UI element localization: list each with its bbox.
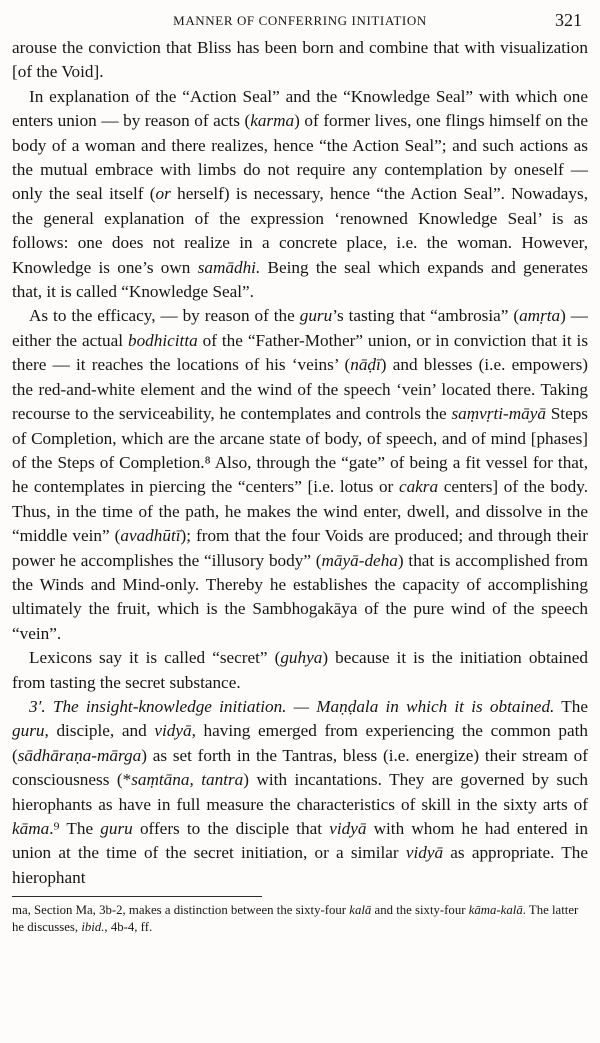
italic-term: vidyā <box>329 819 367 838</box>
text-run: herself) is necessary, hence “the Action Seal”. Nowadays, the general explanation of the expression ‘renowned Knowledge Seal’ is as follows: one does not realize in a concrete place, i.e. the woman. However, Knowledge is one’s own <box>12 184 589 277</box>
paragraph <box>12 304 588 646</box>
italic-term: 3′. The insight-knowledge initiation. — Maṇḍala in which it is obtained. <box>29 696 555 716</box>
italic-term: kāma-kalā <box>468 903 523 918</box>
italic-term: saṃvṛti-māyā <box>451 404 546 424</box>
italic-term: cakra <box>398 477 439 497</box>
text-run: ) of former lives, one flings himself on the body of a woman and there realizes, hence “the Action Seal”; and such actions as the mutual embrace with limbs do not require any contemplation by oneself — only the seal itself ( <box>12 111 588 204</box>
text-run: ) because it is the initiation obtained from tasting the secret substance. <box>12 648 588 692</box>
text-run: ) as set forth in the Tantras, bless (i.e. energize) their stream of consciousness (* <box>12 745 588 790</box>
text-run: . The latter he discusses, <box>12 903 579 935</box>
page-header <box>12 8 588 36</box>
running-head: MANNER OF CONFERRING INITIATION <box>173 13 427 28</box>
text-run: and the sixty-four <box>371 903 469 918</box>
text-run: with whom he had entered in union at the time of the secret initiation, or a similar <box>12 819 588 863</box>
text-run: , having emerged from experiencing the common path ( <box>12 721 588 765</box>
italic-term: māyā-deha <box>321 550 398 570</box>
page-number: 321 <box>555 10 582 30</box>
text-run: arouse the conviction that Bliss has been born and combine that with visualization [of the Void]. <box>12 38 588 82</box>
text-run: centers] of the body. Thus, in the time of the path, he makes the wind enter, dwell, and dissolve in the “middle vein” ( <box>12 477 588 546</box>
text-run: The <box>554 696 588 716</box>
italic-term: samādhi. <box>197 257 261 277</box>
text-run: ) with incantations. They are governed by such hierophants as have in full measure the characteristics of skill in the sixty arts of <box>12 770 588 814</box>
text-run: ); from that the four Voids are produced; and through their power he accomplishes the “illusory body” ( <box>12 526 588 570</box>
text-run: As to the efficacy, — by reason of the <box>29 306 300 326</box>
italic-term: guru <box>299 306 333 326</box>
paragraph <box>12 646 588 695</box>
italic-term: kāma <box>12 819 50 838</box>
body-text <box>12 36 588 890</box>
text-run: , disciple, and <box>44 721 155 741</box>
paragraph <box>12 85 588 305</box>
text-run: ’s tasting that “ambrosia” ( <box>332 306 520 326</box>
italic-term: or <box>155 184 171 204</box>
text-run: In explanation of the “Action Seal” and the “Knowledge Seal” with which one enters union — by reason of acts ( <box>12 86 588 131</box>
text-run: offers to the disciple that <box>132 819 330 838</box>
italic-term: amṛta <box>519 306 561 326</box>
footnote-rule <box>12 896 262 897</box>
paragraph <box>12 36 588 85</box>
text-run: Steps of Completion, which are the arcane state of body, of speech, and of mind [phases] of the Steps of Completion.⁸ Also, through the “gate” of being a fit vessel for that, he contemplates in piercing the “centers” [i.e. lotus or <box>12 404 588 497</box>
italic-term: kalā <box>349 903 372 918</box>
text-run: .⁹ The <box>49 819 101 838</box>
italic-term: ibid. <box>81 920 105 935</box>
italic-term: guhya <box>280 648 323 668</box>
italic-term: vidyā <box>154 721 192 741</box>
paragraph <box>12 695 588 890</box>
text-run: ma, Section Ma, 3b-2, makes a distinction between the sixty-four <box>12 903 350 918</box>
text-run: , 4b-4, ff. <box>104 920 153 935</box>
italic-term: vidyā <box>405 843 444 863</box>
italic-term: nāḍī <box>350 355 381 375</box>
text-run: ) that is accomplished from the Winds and Mind-only. Thereby he establishes the capacity of accomplishing ultimately the fruit, which is the Sambhogakāya of the pure wind of the speech “vein”. <box>12 550 589 643</box>
text-run: Being the seal which expands and generates that, it is called “Knowledge Seal”. <box>12 257 588 302</box>
italic-term: saṃtāna, tantra <box>131 770 244 790</box>
text-run: of the “Father-Mother” union, or in conviction that it is there — it reaches the locations of his ‘veins’ ( <box>12 330 589 375</box>
text-run: ) — either the actual <box>12 306 588 350</box>
text-run: as appropriate. The hierophant <box>12 843 588 887</box>
italic-term: guru <box>100 819 133 838</box>
italic-term: avadhūtī <box>120 526 181 546</box>
italic-term: sādhāraṇa-mārga <box>17 745 142 765</box>
text-run: ) and blesses (i.e. empowers) the red-and-white element and the wind of the speech ‘vein’ located there. Taking recourse to the serviceability, he contemplates and controls the <box>12 355 588 424</box>
footnote <box>12 902 588 936</box>
italic-term: karma <box>250 111 295 131</box>
italic-term: guru <box>12 721 45 741</box>
italic-term: bodhicitta <box>127 330 198 350</box>
text-run: Lexicons say it is called “secret” ( <box>29 648 281 668</box>
